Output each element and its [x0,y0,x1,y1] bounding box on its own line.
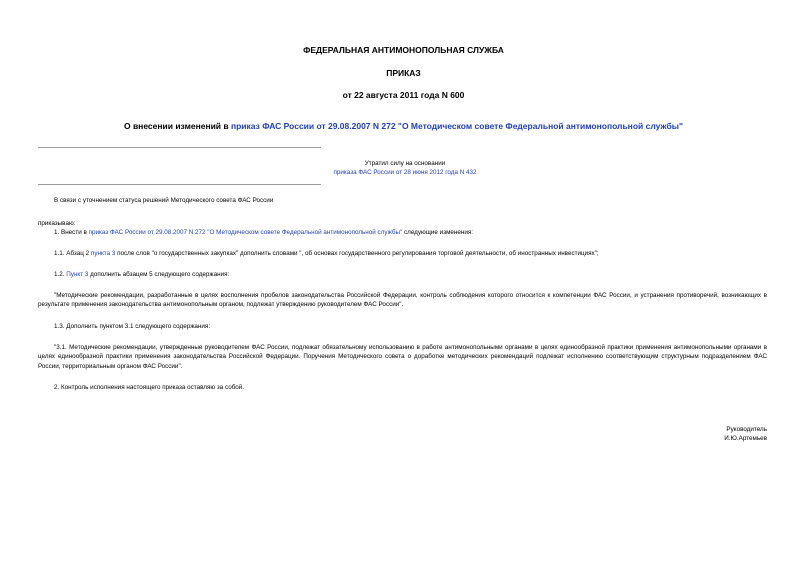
paragraph-1-2 [38,270,767,279]
agency-name: ФЕДЕРАЛЬНАЯ АНТИМОНОПОЛЬНАЯ СЛУЖБА [303,45,504,55]
paragraph-2: 2. Контроль исполнения настоящего приказа оставляю за собой. [54,384,245,391]
repeal-note [330,159,480,177]
repeal-note-link[interactable]: приказа ФАС России от 28 июня 2012 года N 432 [333,169,477,176]
paragraph-1-2-quote: "Методические рекомендации, разработанные в целях восполнения пробелов законодательства Российской Федерации, контроль соблюдения которого относится к компетенции ФАС России, и устранения противоречий, возникающих в результате применения законодательства антимонопольным органом, подлежат утверждению руководителем ФАС России". [38,292,767,309]
paragraph-order: приказываю: [38,220,76,227]
paragraph-1-2-prefix: 1.2. [54,271,67,278]
paragraph-1-1-suffix: после слов "о государственных закупках" дополнить словами ", об основах государственного регулирования торговой деятельности, об иностранных инвестициях"; [115,250,599,257]
paragraph-1-link[interactable]: приказ ФАС России от 29.08.2007 N 272 "О Методическом совете Федеральной антимонопольной службы" [88,229,403,236]
divider-top [38,147,321,148]
paragraph-1-1-prefix: 1.1. Абзац 2 [54,250,91,257]
paragraph-1-3: 1.3. Дополнить пунктом 3.1 следующего содержания: [54,323,211,330]
signature-block [567,425,767,444]
document-title [0,121,807,132]
paragraph-intro: В связи с уточнением статуса решений Методического совета ФАС России [54,197,274,204]
paragraph-1-suffix: следующие изменения: [402,229,474,236]
paragraph-1-2-link[interactable]: Пункт 3 [66,271,89,278]
signature-name: И.Ю.Артемьев [724,435,767,443]
repeal-note-text: Утратил силу на основании [364,160,446,167]
paragraph-1-1 [38,249,767,258]
paragraph-1-3-quote: "3.1. Методические рекомендации, утвержденные руководителем ФАС России, подлежат обязательному использованию в работе антимонопольными органами в целях единообразной практики применения антимонопольными органами в целях единообразной практики применения законодательства Российской Федерации. Поручения Методического совета о доработке методических рекомендаций подлежат исполнению соответствующим структурным подразделением ФАС России, территориальным органом ФАС России". [38,344,767,370]
divider-bottom [38,184,321,185]
document-title-link[interactable]: приказ ФАС России от 29.08.2007 N 272 "О Методическом совете Федеральной антимонопольной службы" [230,121,684,131]
signature-position: Руководитель [726,426,767,433]
paragraph-1-1-link[interactable]: пункта 3 [90,250,116,257]
document-title-prefix: О внесении изменений в [123,121,231,131]
document-type: ПРИКАЗ [386,68,421,78]
paragraph-1-prefix: 1. Внести в [54,229,89,236]
document-date-number: от 22 августа 2011 года N 600 [342,90,465,100]
paragraph-1-2-suffix: дополнить абзацем 5 следующего содержания: [88,271,230,278]
paragraph-1 [38,228,767,237]
